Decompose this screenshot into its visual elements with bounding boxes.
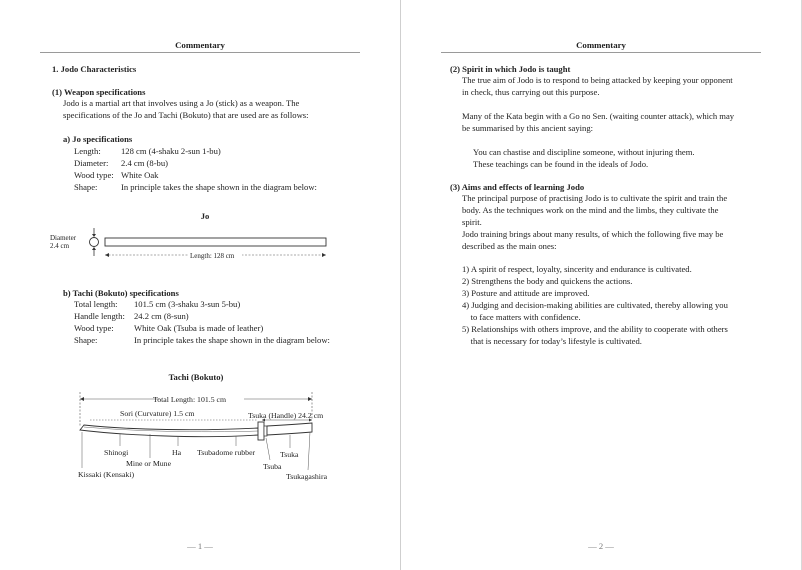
jo-spec-title: a) Jo specifications [63, 134, 133, 144]
right-page [401, 0, 801, 570]
spec-label: Total length: [74, 299, 118, 309]
spec-value: 24.2 cm (8-sun) [134, 311, 189, 321]
spec-label: Length: [74, 146, 101, 156]
tsukagashira-label: Tsukagashira [286, 472, 328, 481]
tsubadome-label: Tsubadome rubber [197, 448, 256, 457]
list-item-continuation: that is necessary for today’s lifestyle is cultivated. [462, 336, 642, 346]
body-line: in check, thus carrying out this purpose. [462, 87, 600, 97]
spec-value: White Oak [121, 170, 159, 180]
tsuka-handle-label: Tsuka (Handle) 24.2 cm [248, 411, 324, 420]
subsection-title: (1) Weapon specifications [52, 87, 146, 97]
section-title: 1. Jodo Characteristics [52, 64, 137, 74]
spec-label: Wood type: [74, 170, 114, 180]
shinogi-label: Shinogi [104, 448, 129, 457]
list-item: 4) Judging and decision-making abilities are cultivated, thereby allowing you [462, 300, 728, 310]
saying-line: You can chastise and discipline someone, without injuring them. [473, 147, 695, 157]
tsuka-label: Tsuka [280, 450, 299, 459]
spec-label: Shape: [74, 182, 98, 192]
intro-line: specifications of the Jo and Tachi (Bokuto) that are used are as follows: [63, 110, 309, 120]
spec-value: White Oak (Tsuba is made of leather) [134, 323, 264, 333]
list-item: 3) Posture and attitude are improved. [462, 288, 590, 298]
subsection-title: (3) Aims and effects of learning Jodo [450, 182, 585, 192]
diameter-value: 2.4 cm [50, 242, 70, 250]
body-line: Many of the Kata begin with a Go no Sen. (waiting counter attack), which may [462, 111, 735, 121]
kissaki-label: Kissaki (Kensaki) [78, 470, 135, 479]
total-length-label: Total Length: 101.5 cm [153, 395, 227, 404]
spec-value: 101.5 cm (3-shaku 3-sun 5-bu) [134, 299, 241, 309]
spec-label: Diameter: [74, 158, 109, 168]
spec-value: 128 cm (4-shaku 2-sun 1-bu) [121, 146, 221, 156]
spec-label: Handle length: [74, 311, 125, 321]
header-rule [441, 52, 761, 53]
tsuba-label: Tsuba [263, 462, 282, 471]
sori-label: Sori (Curvature) 1.5 cm [120, 409, 195, 418]
body-line: described as the main ones: [462, 241, 557, 251]
diameter-label: Diameter [50, 234, 77, 242]
page-number: — 2 — [588, 541, 614, 551]
page-header: Commentary [175, 40, 225, 50]
body-line: spirit. [462, 217, 482, 227]
list-item: 2) Strengthens the body and quickens the actions. [462, 276, 633, 286]
list-item: 5) Relationships with others improve, and the ability to cooperate with others [462, 324, 728, 334]
body-line: The principal purpose of practising Jodo is to cultivate the spirit and train the [462, 193, 728, 203]
body-line: Jodo training brings about many results, of which the following five may be [462, 229, 724, 239]
body-line: be summarised by this ancient saying: [462, 123, 594, 133]
intro-line: Jodo is a martial art that involves using a Jo (stick) as a weapon. The [63, 98, 300, 108]
header-rule [40, 52, 360, 53]
tachi-diagram-title: Tachi (Bokuto) [168, 372, 224, 382]
jo-diagram-title: Jo [200, 211, 210, 221]
spec-value: In principle takes the shape shown in the diagram below: [134, 335, 330, 345]
page-header: Commentary [576, 40, 626, 50]
body-line: body. As the techniques work on the mind and the limbs, they cultivate the [462, 205, 719, 215]
left-page [0, 0, 400, 570]
jo-length-label: Length: 128 cm [190, 252, 235, 260]
subsection-title: (2) Spirit in which Jodo is taught [450, 64, 571, 74]
page-number: — 1 — [187, 541, 213, 551]
list-item-continuation: to face matters with confidence. [462, 312, 581, 322]
spec-value: In principle takes the shape shown in the diagram below: [121, 182, 317, 192]
spec-label: Wood type: [74, 323, 114, 333]
spec-value: 2.4 cm (8-bu) [121, 158, 169, 168]
tachi-spec-title: b) Tachi (Bokuto) specifications [63, 288, 179, 298]
body-line: The true aim of Jodo is to respond to being attacked by keeping your opponent [462, 75, 733, 85]
spec-label: Shape: [74, 335, 98, 345]
list-item: 1) A spirit of respect, loyalty, sincerity and endurance is cultivated. [462, 264, 692, 274]
mine-label: Mine or Mune [126, 459, 172, 468]
ha-label: Ha [172, 448, 182, 457]
saying-line: These teachings can be found in the ideals of Jodo. [473, 159, 649, 169]
